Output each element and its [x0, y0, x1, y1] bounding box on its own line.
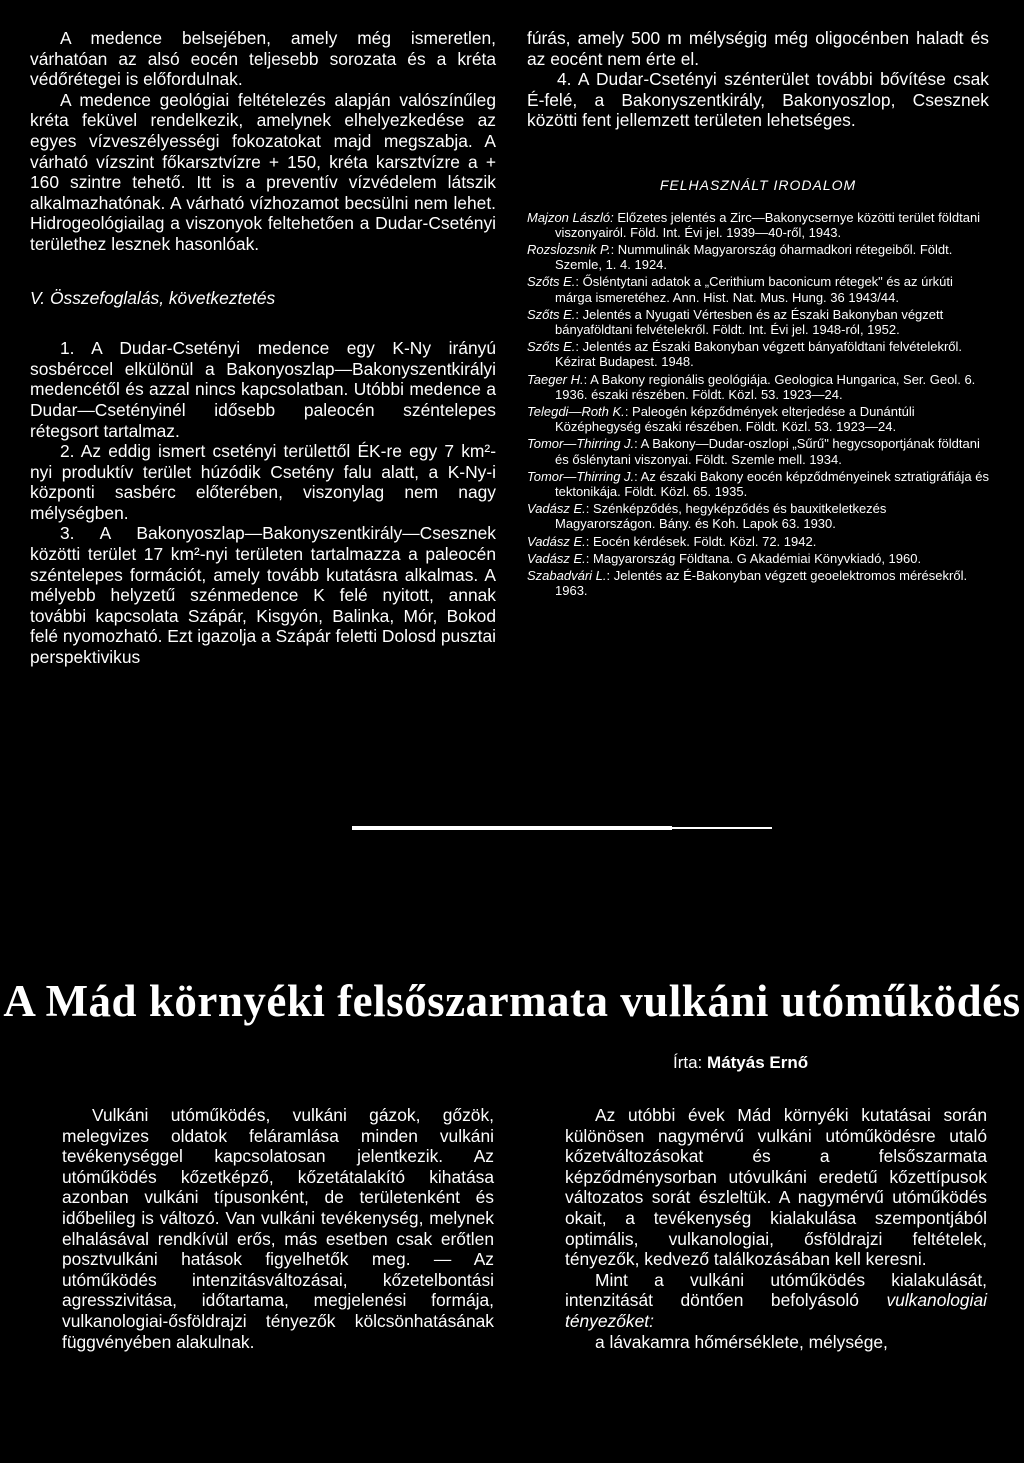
paragraph: A medence belsejében, amely még ismeretlen, várhatóan az alsó eocén teljesebb sorozata és a kréta védőrétegei is előfordulnak.: [30, 28, 496, 90]
paragraph: A medence geológiai feltételezés alapján valószínűleg kréta feküvel rendelkezik, amelynek elhelyezkedése az egyes vízveszélyességi fokozatokat majd megszabja. A várható vízszint főkarsztvízre + 150, kréta karsztvízre a + 160 szintre tehető. Itt is a preventív vízvédelem látszik alkalmazhatónak. A várható vízhozamot becsülni nem lehet. Hidrogeológiailag a viszonyok feltehetően a Dudar-Csetényi területhez lesznek hasonlóak.: [30, 89, 496, 254]
right-column-bottom: [565, 1105, 987, 1352]
references-title: FELHASZNÁLT IRODALOM: [659, 176, 857, 193]
left-column-bottom: [62, 1105, 494, 1352]
reference-item: Tomor—Thirring J.: A Bakony—Dudar-oszlopi „Sűrű" hegycsoportjának földtani és őslénytani viszonyai. Földt. Szemle mell. 1934.: [527, 436, 980, 467]
right-column-top: [527, 28, 989, 600]
conclusion-item-3: 3. A Bakonyoszlap—Bakonyszentkirály—Csesznek közötti terület 17 km²-nyi területen tartalmazza a paleocén széntelepes formációt, amely tovább kutatásra alkalmas. A mélyebb helyzetű szénmedence K felé nyitott, annak további kapcsolata Szápár, Kisgyón, Balinka, Mór, Bokod felé nyomozható. Ezt igazolja a Szápár feletti Dolosd pusztai perspektivikus: [30, 523, 496, 668]
reference-item: Vadász E.: Magyarország Földtana. G Akadémiai Könyvkiadó, 1960.: [527, 550, 922, 566]
reference-item: Vadász E.: Eocén kérdések. Földt. Közl. 72. 1942.: [527, 533, 817, 549]
reference-item: Taeger H.: A Bakony regionális geológiája. Geologica Hungarica, Ser. Geol. 6. 1936. északi részében. Földt. Közl. 53. 1923—24.: [527, 371, 976, 402]
reference-item: Szőts E.: Jelentés a Nyugati Vértesben és az Északi Bakonyban végzett bányaföldtani felvételekről. Földt. Int. Évi jel. 1948-ról, 1952.: [527, 306, 944, 337]
paragraph: a lávakamra hőmérséklete, mélysége,: [595, 1331, 888, 1352]
article-title: A Mád környéki felsőszarmata vulkáni utóműködés: [3, 976, 1021, 1026]
reference-item: Szőts E.: Ősléntytani adatok a „Cerithium baconicum rétegek" és az úrkúti márga ismeretéhez. Ann. Hist. Nat. Mus. Hung. 36 1943/44.: [527, 274, 953, 305]
paragraph: Vulkáni utóműködés, vulkáni gázok, gőzök, melegvizes oldatok feláramlása minden vulkáni tevékenységgel kapcsolatosan jelentkezik. Az utóműködés kőzetképző, kőzetátalakító kihatása azonban vulkáni típusonként, de területenként és időbelileg is változó. Van vulkáni tevékenység, melynek elhalásával rendkívül erős, más esetben csak erőtlen posztvulkáni hatások figyelhetők meg. — Az utóműködés intenzitásváltozásai, kőzetelbontási agresszivitása, időtartama, megjelenési formája, vulkanologiai-ősföldrajzi tényezők kölcsönhatásának függvényében alakulnak.: [62, 1105, 494, 1352]
author-name: Mátyás Ernő: [707, 1053, 809, 1072]
left-column-top: [30, 28, 496, 668]
reference-item: Vadász E.: Szénképződés, hegyképződés és bauxitkeletkezés Magyarországon. Bány. és Koh. Lapok 63. 1930.: [527, 501, 887, 532]
paragraph: Az utóbbi évek Mád környéki kutatásai során különösen nagymérvű vulkáni utóműködésre utaló kőzetváltozásokat és a felsőszarmata képződménysorban utóvulkáni eredetű kőzettípusok változatos sorát észleltük. A nagymérvű utóműködés okait, a tevékenység kialakulása szempontjából optimális, vulkanologiai, ősföldrajzi feltételek, tényezők, kedvező találkozásában kell keresni.: [565, 1105, 987, 1270]
byline-prefix: Írta:: [673, 1053, 703, 1072]
reference-item: Szabadvári L.: Jelentés az É-Bakonyban végzett geoelektromos mérésekről. 1963.: [527, 568, 968, 599]
divider-rule: [352, 826, 672, 830]
byline: [673, 1053, 808, 1073]
reference-item: Rozsl̇ozsnik P.: Nummulinák Magyarország óharmadkori rétegeiből. Földt. Szemle, 1. 4. 1924.: [527, 241, 953, 273]
reference-item: Tomor—Thirring J.: Az északi Bakony eocén képződményeinek sztratigráfiája és tektonikája. Földt. Közl. 65. 1935.: [527, 468, 989, 500]
paragraph: Mint a vulkáni utóműködés kialakulását, intenzitását döntően befolyásoló vulkanologiai tényezőket:: [565, 1269, 987, 1331]
section-heading: V. Összefoglalás, következtetés: [30, 287, 276, 308]
references-list: [527, 210, 989, 599]
emphasis: vulkanologiai tényezőket:: [565, 1290, 987, 1331]
reference-item: Szőts E.: Jelentés az Északi Bakonyban végzett bányaföldtani felvételekről. Kézirat Budapest. 1948.: [527, 339, 963, 370]
reference-item: Majzon László: Előzetes jelentés a Zirc—Bakonycsernye közötti terület földtani viszonyairól. Föld. Int. Évi jel. 1939—40-ről, 1943.: [527, 209, 981, 240]
conclusion-item-4: 4. A Dudar-Csetényi szénterület további bővítése csak É-felé, a Bakonyszentkirály, Bakonyoszlop, Csesznek közötti fent jellemzett területen lehetséges.: [527, 69, 989, 131]
conclusion-item-1: 1. A Dudar-Csetényi medence egy K-Ny irányú sosbérccel elkülönül a Bakonyoszlap—Bakonyszentkirályi medencétől és azzal nincs kapcsolatban. Utóbbi medence a Dudar—Csetényinél idősebb paleocén széntelepes rétegsort tartalmaz.: [30, 338, 496, 441]
paragraph: fúrás, amely 500 m mélységig még oligocénben haladt és az eocént nem érte el.: [527, 28, 989, 69]
reference-item: Telegdi—Roth K.: Paleogén képződmények elterjedése a Dunántúli Középhegység északi részében. Földt. Közl. 53. 1923—24.: [527, 404, 915, 435]
conclusion-item-2: 2. Az eddig ismert csetényi területtől ÉK-re egy 7 km²-nyi produktív terület húzódik Csetény falu alatt, a K-Ny-i központi sasbérc előterében, viszonylag nem nagy mélységben.: [30, 441, 496, 523]
